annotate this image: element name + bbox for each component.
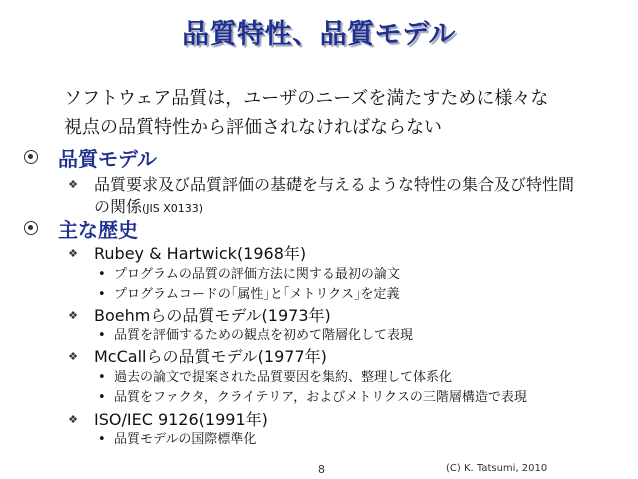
history-item-mccall — [66, 346, 327, 368]
bullet-item — [98, 431, 256, 449]
section-quality-model — [24, 145, 157, 169]
bullet-text: 品質を評価するための観点を初めて階層化して表現 — [114, 328, 414, 343]
intro-paragraph — [64, 84, 614, 142]
bullet-item — [98, 369, 452, 387]
definition-line-2: の関係 — [94, 197, 143, 216]
definition-line-1: 品質要求及び品質評価の基礎を与えるような特性の集合及び特性間 — [94, 175, 575, 194]
bullet-item — [98, 327, 413, 345]
section-history — [24, 216, 138, 240]
intro-line-1: ソフトウェア品質は，ユーザのニーズを満たすために様々な — [64, 88, 549, 109]
bullet-text: 品質をファクタ，クライテリア，およびメトリクスの三階層構造で表現 — [114, 390, 527, 405]
section-title: 主な歴史 — [58, 217, 138, 242]
history-item-text: Boehmらの品質モデル(1973年) — [94, 306, 331, 325]
bullet-text: プログラムコードの｢属性｣と｢メトリクス｣を定義 — [114, 287, 400, 302]
history-item-rubey — [66, 243, 306, 265]
page-number: 8 — [318, 463, 325, 476]
slide-title: 品質特性、品質モデル — [182, 19, 456, 50]
section-title: 品質モデル — [58, 146, 157, 171]
round-bullet-icon: • — [98, 328, 106, 343]
round-bullet-icon: • — [98, 432, 106, 447]
definition-source: (JIS X0133) — [142, 202, 204, 215]
sub-item-definition — [66, 174, 574, 220]
circled-dot-icon — [24, 150, 38, 164]
bullet-text: プログラムの品質の評価方法に関する最初の論文 — [114, 267, 400, 282]
history-item-text: McCallらの品質モデル(1977年) — [94, 347, 327, 366]
diamond-bullet-icon: ❖ — [68, 178, 78, 191]
history-item-text: ISO/IEC 9126(1991年) — [94, 410, 268, 429]
diamond-bullet-icon: ❖ — [68, 413, 78, 426]
bullet-text: 品質モデルの国際標準化 — [114, 432, 257, 447]
circled-dot-icon — [24, 221, 38, 235]
round-bullet-icon: • — [98, 390, 106, 405]
copyright: (C) K. Tatsumi, 2010 — [446, 463, 548, 474]
round-bullet-icon: • — [98, 370, 106, 385]
history-item-boehm — [66, 305, 331, 327]
bullet-text: 過去の論文で提案された品質要因を集約、整理して体系化 — [114, 370, 453, 385]
bullet-item — [98, 286, 399, 304]
round-bullet-icon: • — [98, 267, 106, 282]
bullet-item — [98, 266, 400, 284]
history-item-iso — [66, 409, 268, 431]
history-item-text: Rubey & Hartwick(1968年) — [94, 244, 307, 263]
diamond-bullet-icon: ❖ — [68, 309, 78, 322]
intro-line-2: 視点の品質特性から評価されなければならない — [64, 117, 442, 138]
round-bullet-icon: • — [98, 287, 106, 302]
bullet-item — [98, 389, 527, 407]
diamond-bullet-icon: ❖ — [68, 350, 78, 363]
diamond-bullet-icon: ❖ — [68, 247, 78, 260]
